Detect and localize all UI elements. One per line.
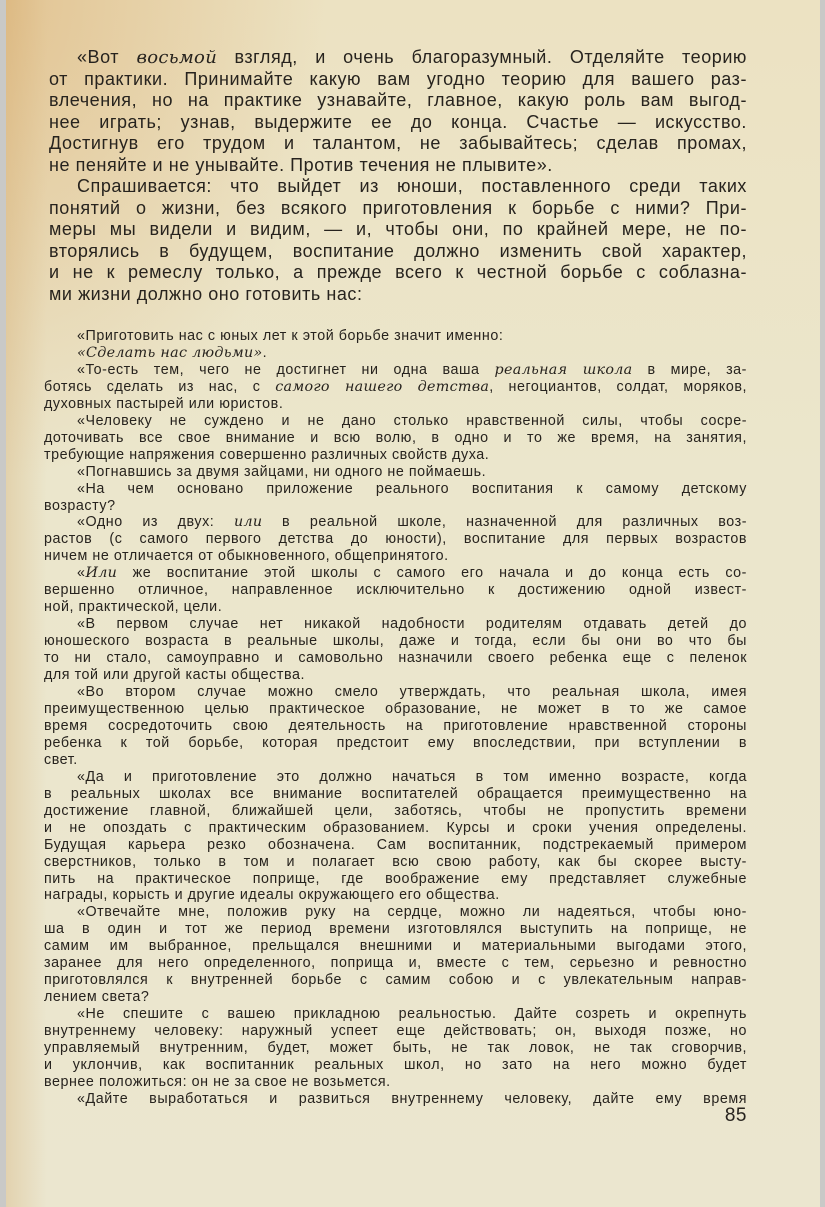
text-line: самим им выбранное, прельщался внешними и материальными выгодами этого, — [44, 938, 747, 955]
text-line: ми жизни должно оно готовить нас: — [49, 283, 363, 304]
text-line: «Приготовить нас с юных лет к этой борьбе значит именно: — [77, 328, 504, 344]
text-line: и уклончив, как воспитанник реальных школ, но зато на него можно будет — [44, 1056, 747, 1073]
paragraph — [44, 565, 747, 616]
text-line: для той или другой касты общества. — [44, 667, 305, 684]
text-line: управляемый внутренним, будет, может быть, не так ловок, не так сговорчив, — [44, 1040, 747, 1057]
text-line: «Дайте выработаться и развиться внутреннему человеку, дайте ему время — [77, 1090, 747, 1107]
text-line: ша в один и тот же период времени изготовлялся выступить на поприще, не — [44, 921, 747, 938]
paragraph — [44, 684, 747, 769]
text-line: «Погнавшись за двумя зайцами, ни одного не поймаешь. — [77, 463, 487, 480]
paragraph — [44, 413, 747, 464]
text-line — [44, 514, 747, 531]
text-line: внутреннему человеку: наружный успеет еще действовать; он, выходя позже, но — [44, 1023, 747, 1040]
paragraph — [49, 47, 747, 176]
text-line: «Не спешите с вашею прикладною реальностью. Дайте созреть и окрепнуть — [77, 1006, 747, 1023]
text-line: ничем не отличается от обыкновенного, общепринятого. — [44, 548, 449, 565]
paragraph — [44, 1091, 747, 1108]
text-line: «Во втором случае можно смело утверждать, что реальная школа, имея — [77, 684, 747, 701]
paragraph — [44, 1006, 747, 1091]
text-segment: взгляд, и очень благоразумный. Отделяйте теорию — [217, 47, 747, 67]
italic-emphasis: или — [233, 514, 263, 531]
text-line — [44, 362, 747, 379]
text-line: меры мы видели и видим, — и, чтобы они, по крайней мере, не по- — [49, 219, 747, 239]
paragraph — [44, 328, 747, 345]
book-page — [6, 0, 820, 1207]
text-line: достижение главной, ближайшей цели, заботясь, чтобы не пропустить времени — [44, 802, 747, 819]
text-line: юношеского возраста в реальные школы, даже и тогда, если бы они во что бы — [44, 633, 747, 650]
text-line: свет. — [44, 751, 78, 768]
text-line: пить на практическое поприще, где воображение ему представляет служебные — [44, 870, 747, 887]
paragraph — [44, 362, 747, 413]
text-line: возрасту? — [44, 497, 116, 514]
quoted-text — [44, 328, 747, 1108]
text-line: заранее для него определенного, поприща и, вместе с тем, серьезно и ревностно — [44, 955, 747, 972]
text-line: Будущая карьера резко обозначена. Сам воспитанник, подстрекаемый примером — [44, 836, 747, 853]
text-line — [44, 345, 747, 362]
text-segment: в мире, за- — [632, 361, 747, 378]
paragraph — [44, 481, 747, 515]
text-line: Достигнув его трудом и талантом, не забывайтесь; сделав промах, — [49, 133, 747, 153]
text-segment: . — [262, 344, 268, 361]
text-line: «Да и приготовление это должно начаться в том именно возрасте, когда — [77, 768, 747, 785]
text-segment: в реальной школе, назначенной для различных воз- — [262, 514, 748, 531]
text-segment: ботясь сделать из нас, с — [44, 378, 276, 395]
text-line: «В первом случае нет никакой надобности родителям отдавать детей до — [77, 616, 747, 633]
text-line: лением света? — [44, 989, 150, 1006]
text-line: «Отвечайте мне, положив руку на сердце, можно ли надеяться, чтобы юно- — [77, 904, 747, 921]
text-line: сверстников, только в том и полагает всю свою работу, как бы скорее высту- — [44, 853, 747, 870]
text-line: вершенно отличное, направленное исключительно к достижению одной извест- — [44, 582, 747, 599]
paragraph — [44, 464, 747, 481]
paragraph — [44, 769, 747, 905]
text-line: в реальных школах все внимание воспитателей обращается преимущественно на — [44, 785, 747, 802]
italic-emphasis: Или — [85, 565, 118, 582]
italic-emphasis: «Сделать нас людьми» — [77, 344, 263, 361]
text-line: от практики. Принимайте какую вам угодно теорию для вашего раз- — [49, 68, 747, 89]
paragraph — [44, 616, 747, 684]
text-line: то ни стало, самоуправно и самовольно назначили своего ребенка еще с пеленок — [44, 650, 747, 667]
text-line: преимущественною целью практическое образование, не может в то же самое — [44, 700, 747, 717]
text-segment: «Вот — [77, 47, 137, 67]
text-line: время сосредоточить свою деятельность на приготовление нравственной стороны — [44, 717, 747, 734]
text-line: доточивать все свое внимание и всю волю, в одно и то же время, на занятия, — [44, 429, 747, 446]
text-line: вернее положиться: он не за свое не возьмется. — [44, 1073, 391, 1090]
text-line: «Человеку не суждено и не дано столько нравственной силы, чтобы сосре- — [77, 412, 747, 429]
text-line: «На чем основано приложение реального воспитания к самому детскому — [77, 480, 747, 497]
paragraph — [44, 345, 747, 362]
text-line: награды, корысть и другие идеалы окружающего его общества. — [44, 887, 500, 904]
text-line: растов (с самого первого детства до юности), воспитание для первых возрастов — [44, 531, 747, 548]
text-segment: « — [77, 565, 86, 582]
paragraph — [49, 176, 747, 305]
italic-emphasis: реальная школа — [494, 361, 633, 378]
paragraph — [44, 514, 747, 565]
page-number: 85 — [724, 1105, 747, 1126]
text-segment: же воспитание этой школы с самого его начала и до конца есть со- — [117, 565, 747, 582]
text-line — [44, 379, 747, 396]
text-segment: «Одно из двух: — [77, 514, 234, 531]
text-line: нее играть; узнав, выдержите ее до конца. Счастье — искусство. — [49, 111, 747, 132]
text-line — [44, 565, 747, 582]
text-line: духовных пастырей или юристов. — [44, 395, 284, 412]
main-text — [49, 47, 747, 305]
text-line: ной, практической, цели. — [44, 599, 223, 616]
italic-emphasis: восьмой — [136, 47, 218, 68]
text-line — [49, 47, 747, 69]
text-line: требующие напряжения совершенно различных свойств духа. — [44, 446, 490, 463]
text-segment: , негоциантов, солдат, моряков, — [489, 378, 748, 395]
text-line: приготовлялся к внутренней борьбе с самим собою и с увлекательным направ- — [44, 972, 747, 989]
text-line: понятий о жизни, без всякого приготовления к борьбе с ними? При- — [49, 197, 747, 218]
text-line: ребенка к той борьбе, которая предстоит ему впоследствии, при вступлении в — [44, 734, 747, 751]
text-segment: «То-есть тем, чего не достигнет ни одна ваша — [77, 361, 495, 378]
text-line: вторялись в будущем, воспитание должно изменить свой характер, — [49, 240, 747, 261]
text-line: не пеняйте и не унывайте. Против течения не плывите». — [49, 154, 553, 175]
paragraph — [44, 904, 747, 1006]
text-line: и не к ремеслу только, а прежде всего к честной борьбе с соблазна- — [49, 262, 747, 282]
text-line: Спрашивается: что выйдет из юноши, поставленного среди таких — [77, 176, 747, 196]
text-line: влечения, но на практике узнавайте, главное, какую роль вам выгод- — [49, 90, 747, 110]
text-line: и не опоздать с практическим образованием. Курсы и сроки учения определены. — [44, 819, 747, 836]
italic-emphasis: самого нашего детства — [275, 378, 490, 395]
